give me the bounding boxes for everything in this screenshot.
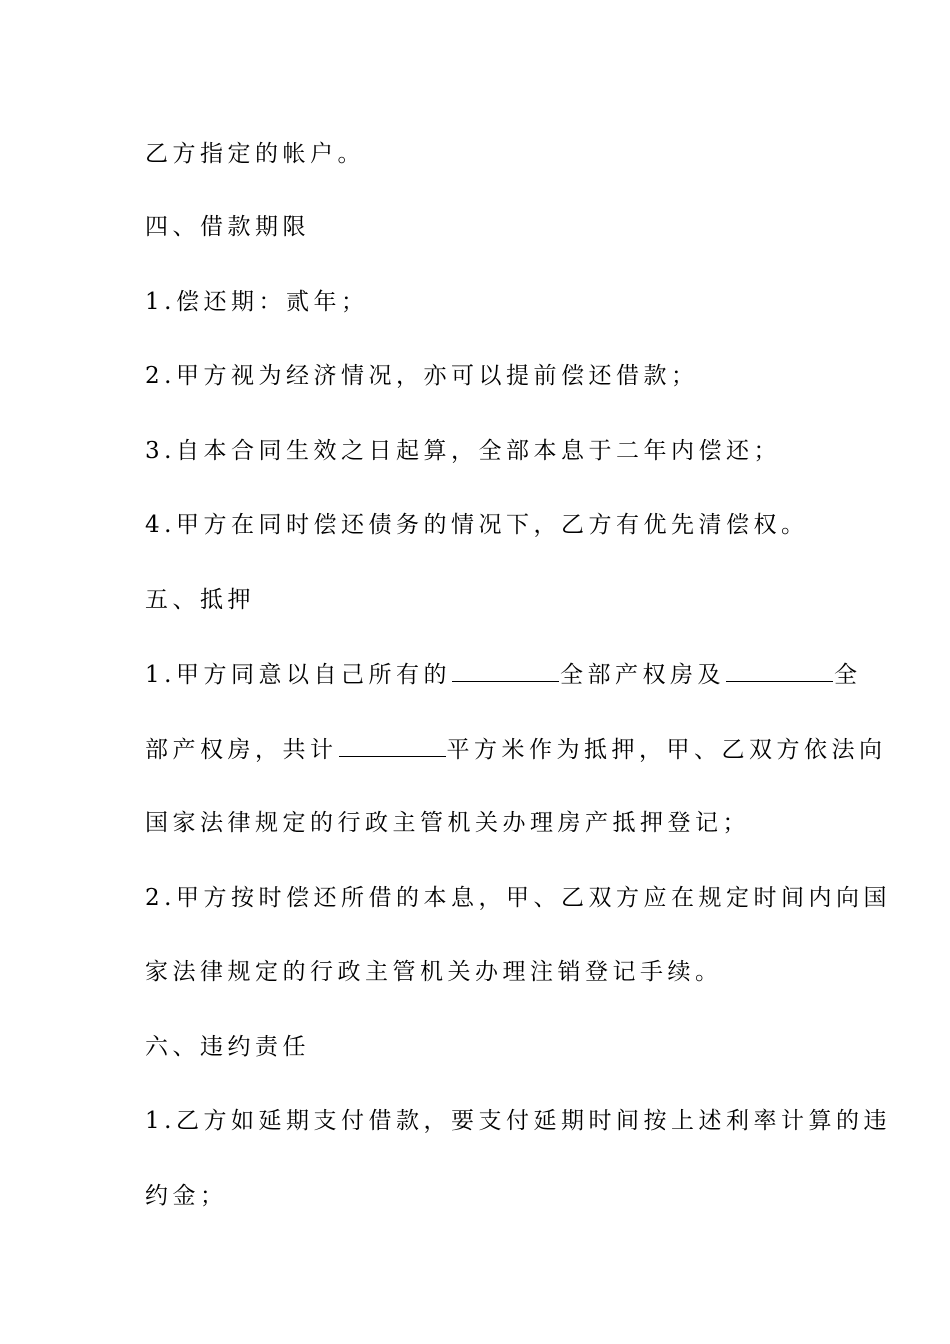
text-line: 1.乙方如延期支付借款，要支付延期时间按上述利率计算的违	[145, 1108, 891, 1134]
fill-in-blank	[452, 659, 559, 682]
section-heading: 四、借款期限	[145, 214, 310, 240]
text-line: 2.甲方按时偿还所借的本息，甲、乙双方应在规定时间内向国	[145, 885, 891, 911]
fill-in-blank	[726, 659, 833, 682]
clause-text: 平方米作为抵押，甲、乙双方依法向	[446, 737, 887, 763]
text-line: 4.甲方在同时偿还债务的情况下，乙方有优先清偿权。	[145, 512, 809, 538]
section-heading: 六、违约责任	[145, 1034, 310, 1060]
text-line: 约金；	[145, 1183, 228, 1209]
clause-text: 1.甲方同意以自己所有的	[145, 662, 451, 688]
text-line: 3.自本合同生效之日起算，全部本息于二年内偿还；	[145, 438, 781, 464]
text-line: 乙方指定的帐户。	[145, 141, 365, 167]
text-line: 家法律规定的行政主管机关办理注销登记手续。	[145, 959, 723, 985]
clause-text: 全	[833, 662, 862, 688]
clause-line	[145, 659, 862, 689]
fill-in-blank	[339, 734, 446, 757]
text-line: 1.偿还期：贰年；	[145, 289, 369, 315]
clause-text: 部产权房，共计	[145, 737, 338, 763]
text-line: 2.甲方视为经济情况，亦可以提前偿还借款；	[145, 363, 699, 389]
clause-line	[145, 734, 887, 764]
section-heading: 五、抵押	[145, 587, 255, 613]
clause-line: 国家法律规定的行政主管机关办理房产抵押登记；	[145, 810, 750, 836]
clause-text: 全部产权房及	[559, 662, 725, 688]
